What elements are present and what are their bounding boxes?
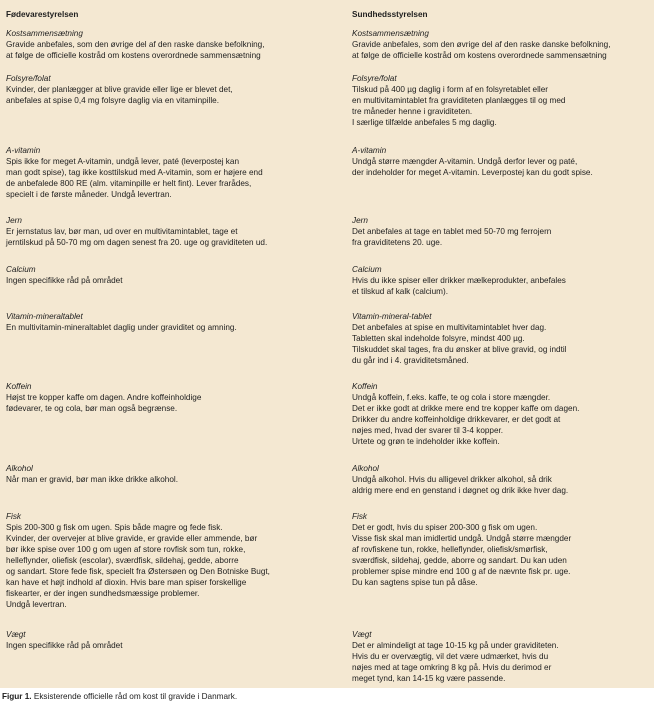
section-title: Folsyre/folat	[352, 74, 397, 83]
section-body: Gravide anbefales, som den øvrige del af den raske danske befolkning, at følge de officielle kostråd om kostens overordnede sammensætning	[352, 40, 611, 60]
section-jern	[352, 215, 648, 248]
section-body: Når man er gravid, bør man ikke drikke alkohol.	[6, 475, 179, 484]
section-kostsammensaetning	[6, 28, 336, 61]
section-body: Kvinder, der planlægger at blive gravide eller lige er blevet det, anbefales at spise 0,4 mg folsyre daglig via en vitaminpille.	[6, 85, 233, 105]
section-alkohol	[6, 463, 336, 485]
column-header: Sundhedsstyrelsen	[352, 10, 428, 19]
section-calcium	[6, 264, 336, 286]
section-body: Tilskud på 400 µg daglig i form af en folsyretablet eller en multivitamintablet fra graviditeten planlægges til og med tre måneder henne i graviditeten. I særlige tilfælde anbefales 5 mg daglig.	[352, 85, 566, 127]
section-title: Fisk	[352, 512, 368, 521]
section-title: Vitamin-mineraltablet	[6, 312, 83, 321]
section-vaegt	[352, 629, 648, 684]
section-folsyre	[6, 73, 336, 106]
section-body: En multivitamin-mineraltablet daglig under graviditet og amning.	[6, 323, 237, 332]
section-body: Er jernstatus lav, bør man, ud over en multivitamintablet, tage et jerntilskud på 50-70 mg om dagen senest fra 20. uge og graviditeten ud.	[6, 227, 268, 247]
section-title: Jern	[352, 216, 368, 225]
section-title: Alkohol	[6, 464, 33, 473]
section-fisk	[6, 511, 336, 610]
section-body: Det er almindeligt at tage 10-15 kg på under graviditeten. Hvis du er overvægtig, vil det være udmærket, hvis du nøjes med at tage omkring 8 kg på. Hvis du derimod er meget tynd, kan 14-15 kg være passende.	[352, 641, 559, 683]
figure-label: Figur 1.	[2, 692, 32, 701]
section-koffein	[352, 381, 648, 447]
section-a-vitamin	[352, 145, 648, 178]
section-alkohol	[352, 463, 648, 496]
section-calcium	[352, 264, 648, 297]
section-a-vitamin	[6, 145, 336, 200]
section-body: Ingen specifikke råd på området	[6, 276, 123, 285]
section-body: Ingen specifikke råd på området	[6, 641, 123, 650]
section-body: Undgå alkohol. Hvis du alligevel drikker alkohol, så drik aldrig mere end en genstand i døgnet og drik ikke hver dag.	[352, 475, 569, 495]
section-title: A-vitamin	[6, 146, 41, 155]
section-kostsammensaetning	[352, 28, 648, 61]
section-title: Kostsammensætning	[6, 29, 83, 38]
section-body: Undgå større mængder A-vitamin. Undgå derfor lever og paté, der indeholder for meget A-vitamin. Leverpostej kan du godt spise.	[352, 157, 593, 177]
section-fisk	[352, 511, 648, 588]
section-body: Spis 200-300 g fisk om ugen. Spis både magre og fede fisk. Kvinder, der overvejer at blive gravide, er gravide eller ammende, bør bør ikke spise over 100 g om ugen af store rovfisk som tun, rokke, helleflynder, oliefisk (escolar), sværdfisk, sildehaj, gedde, aborre og sandart. Store fede fisk, specielt fra Østersøen og Den Botniske Bugt, kan have et højt indhold af dioxin. Hvis bare man spiser forskellige fiskearter, er der ingen sundhedsmæssige problemer. Undgå levertran.	[6, 523, 270, 609]
figure-caption-text: Eksisterende officielle råd om kost til gravide i Danmark.	[33, 692, 238, 701]
section-title: Fisk	[6, 512, 22, 521]
figure-caption	[2, 691, 237, 702]
section-title: A-vitamin	[352, 146, 387, 155]
section-body: Højst tre kopper kaffe om dagen. Andre koffeinholdige fødevarer, te og cola, bør man også begrænse.	[6, 393, 202, 413]
section-body: Det anbefales at tage en tablet med 50-70 mg ferrojern fra graviditetens 20. uge.	[352, 227, 552, 247]
section-vitamin-mineral-tablet	[352, 311, 648, 366]
section-vitamin-mineraltablet	[6, 311, 336, 333]
section-title: Vægt	[6, 630, 26, 639]
section-title: Koffein	[352, 382, 378, 391]
section-title: Alkohol	[352, 464, 379, 473]
section-vaegt	[6, 629, 336, 651]
section-title: Koffein	[6, 382, 32, 391]
section-body: Undgå koffein, f.eks. kaffe, te og cola i store mængder. Det er ikke godt at drikke mere end tre kopper kaffe om dagen. Drikker du andre koffeinholdige drikkevarer, er det godt at nøjes med, hvad der svarer til 3-4 kopper. Urtete og grøn te indeholder ikke koffein.	[352, 393, 580, 446]
section-title: Folsyre/folat	[6, 74, 51, 83]
section-title: Calcium	[6, 265, 36, 274]
section-title: Kostsammensætning	[352, 29, 429, 38]
section-title: Calcium	[352, 265, 382, 274]
section-title: Vægt	[352, 630, 372, 639]
section-body: Spis ikke for meget A-vitamin, undgå lever, paté (leverpostej kan man godt spise), tag ikke kosttilskud med A-vitamin, som er højere end de anbefalede 800 RE (alm. vitaminpille er helt fint). Lever frarådes, specielt i de første måneder. Undgå levertran.	[6, 157, 263, 199]
section-body: Det anbefales at spise en multivitamintablet hver dag. Tabletten skal indeholde folsyre, mindst 400 µg. Tilskuddet skal tages, fra du ønsker at blive gravid, og indtil du går ind i 4. graviditetsmåned.	[352, 323, 567, 365]
section-body: Det er godt, hvis du spiser 200-300 g fisk om ugen. Visse fisk skal man imidlertid undgå. Undgå større mængder af rovfiskene tun, rokke, helleflynder, oliefisk/smørfisk, sværdfisk, sildehaj, gedde, aborre og sandart. Du kan uden problemer spise mindre end 100 g af de nævnte fisk pr. uge. Du kan sagtens spise tun på dåse.	[352, 523, 572, 587]
section-folsyre	[352, 73, 648, 128]
section-title: Jern	[6, 216, 22, 225]
section-body: Gravide anbefales, som den øvrige del af den raske danske befolkning, at følge de officielle kostråd om kostens overordnede sammensætning	[6, 40, 265, 60]
section-koffein	[6, 381, 336, 414]
section-title: Vitamin-mineral-tablet	[352, 312, 432, 321]
section-body: Hvis du ikke spiser eller drikker mælkeprodukter, anbefales et tilskud af kalk (calcium).	[352, 276, 566, 296]
section-jern	[6, 215, 336, 248]
column-header: Fødevarestyrelsen	[6, 10, 79, 19]
